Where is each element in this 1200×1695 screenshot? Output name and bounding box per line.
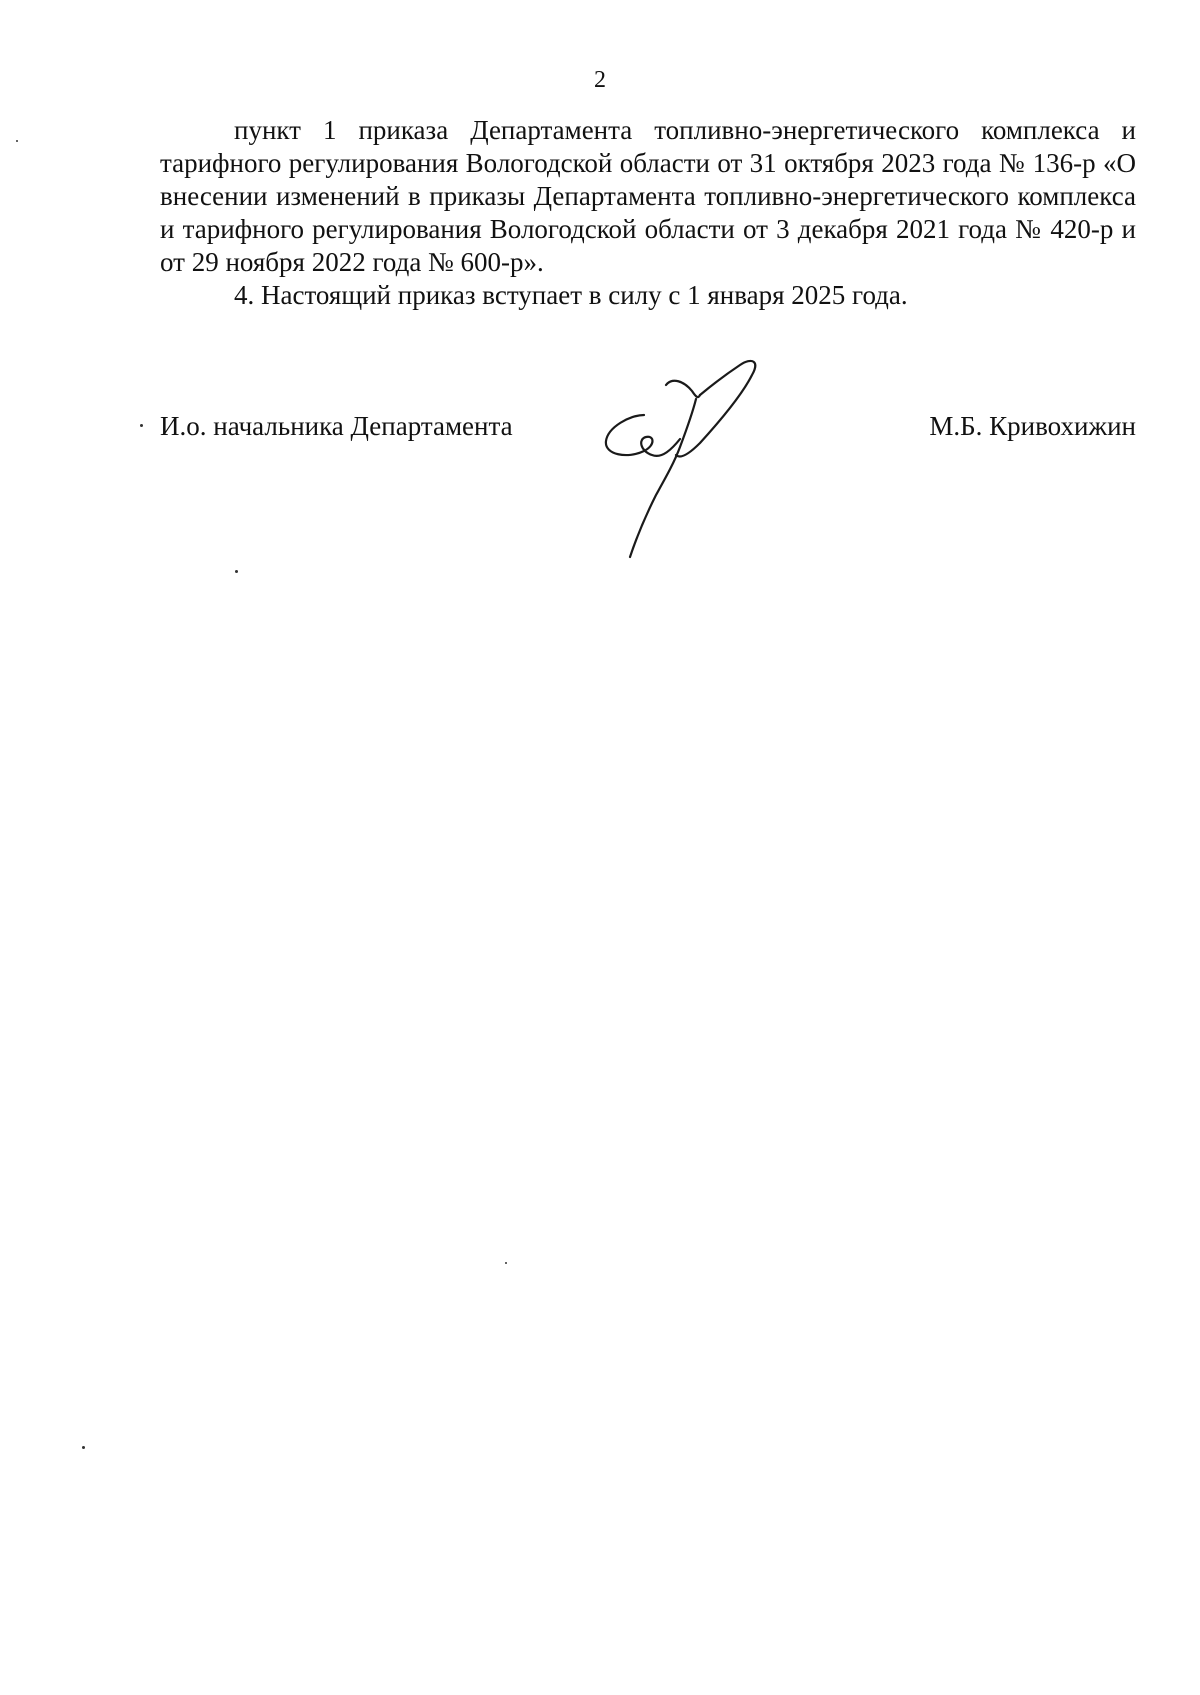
- signer-title: И.о. начальника Департамента: [160, 411, 513, 441]
- scan-speck: [140, 424, 143, 427]
- scan-speck: [82, 1446, 85, 1449]
- scan-speck: [235, 570, 238, 573]
- handwritten-signature: [600, 355, 790, 565]
- scan-speck: [16, 140, 18, 142]
- paragraph-continuation: пункт 1 приказа Департамента топливно-энергетического комплекса и тарифного регулирования Вологодской области от 31 октября 2023 года № 136-р «О внесении изменений в приказы Департамента топливно-энергетического комплекса и тарифного регулирования Вологодской области от 3 декабря 2021 года № 420-р и от 29 ноября 2022 года № 600-р».: [160, 115, 1136, 277]
- page-number: 2: [594, 67, 606, 93]
- scan-speck: [505, 1262, 507, 1264]
- signer-name: М.Б. Кривохижин: [929, 411, 1136, 441]
- document-body: [160, 114, 1136, 312]
- paragraph-effective-date: 4. Настоящий приказ вступает в силу с 1 января 2025 года.: [234, 280, 908, 310]
